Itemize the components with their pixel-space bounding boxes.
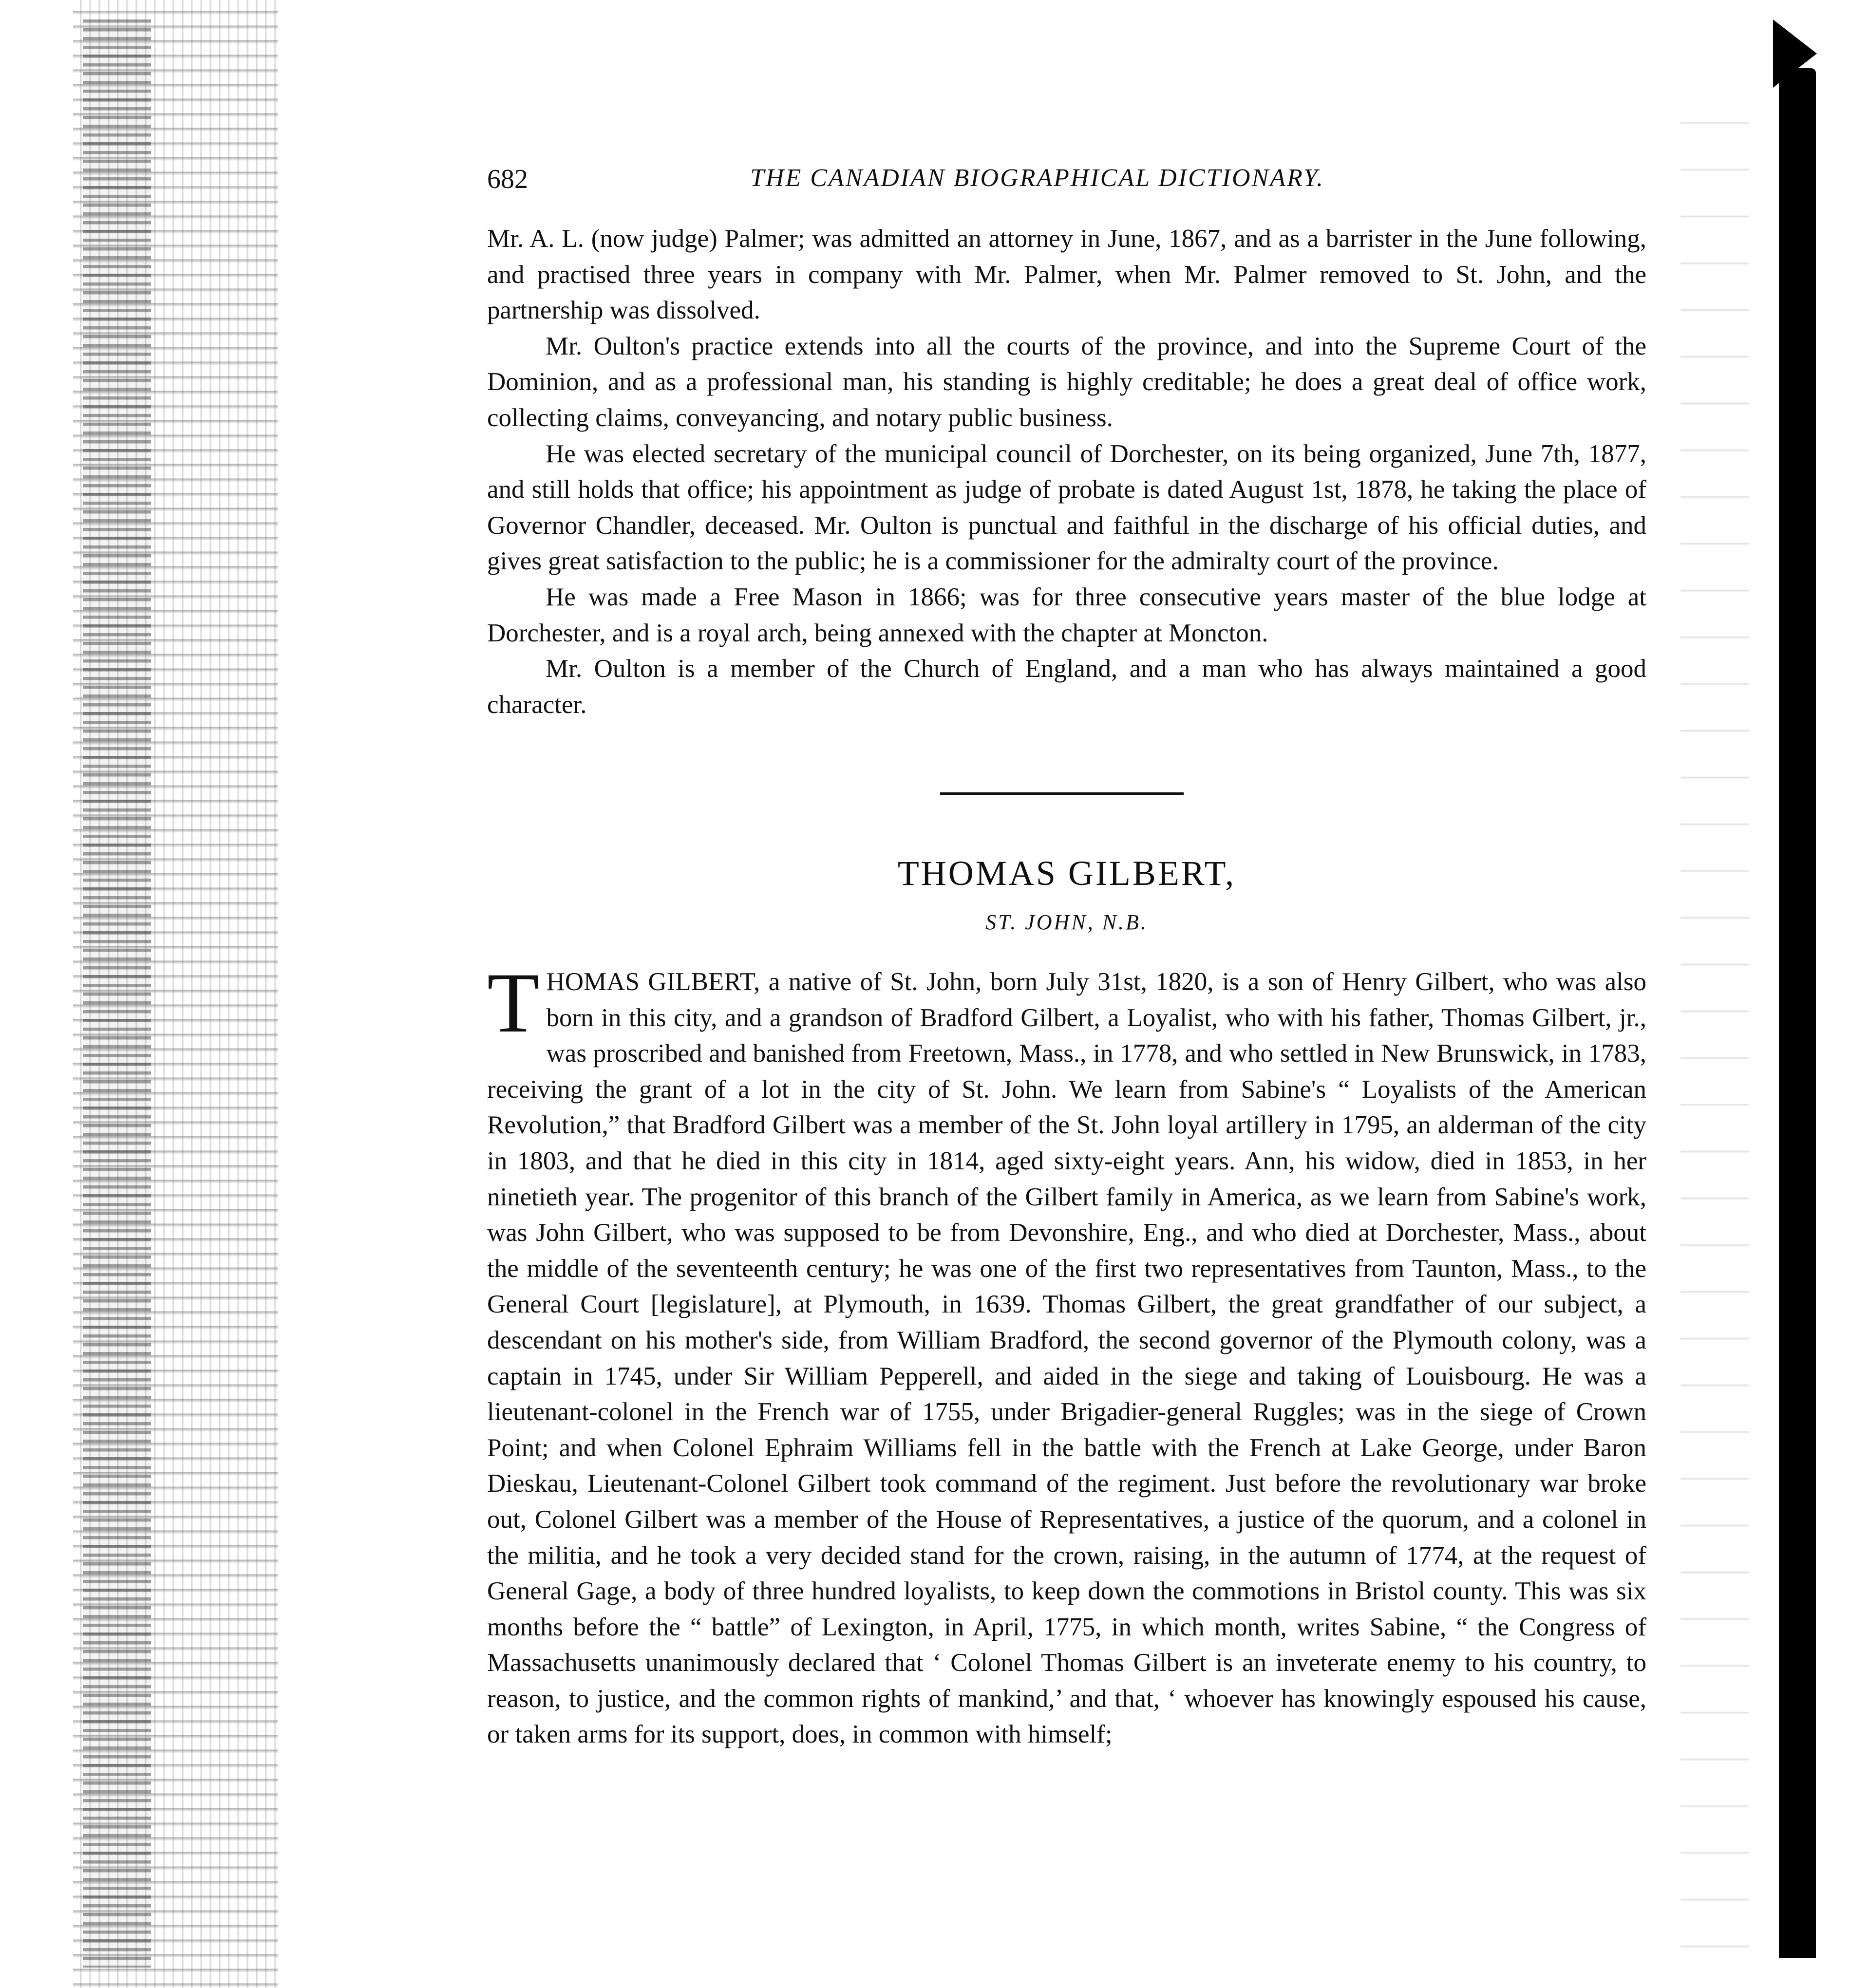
section-divider: [940, 792, 1184, 795]
paragraph: He was elected secretary of the municipal council of Dorchester, on its being organized, June 7th, 1877, and still holds that office; his appointment as judge of probate is dated August 1st, 1878, he taking the place of Governor Chandler, deceased. Mr. Oulton is punctual and faithful in the discharge of his official duties, and gives great satisfaction to the public; he is a commissioner for the admiralty court of the province.: [487, 439, 1646, 576]
entry-title: THOMAS GILBERT,: [897, 854, 1236, 893]
continued-entry: [487, 221, 1646, 723]
running-head: [487, 164, 1646, 198]
entry-location: ST. JOHN, N.B.: [985, 910, 1148, 934]
paragraph: Mr. A. L. (now judge) Palmer; was admitted an attorney in June, 1867, and as a barrister in the June following, and practised three years in company with Mr. Palmer, when Mr. Palmer removed to St. John, and the partnership was dissolved.: [487, 225, 1646, 325]
drop-cap: T: [487, 956, 540, 1050]
running-title: THE CANADIAN BIOGRAPHICAL DICTIONARY.: [750, 164, 1324, 192]
paragraph: HOMAS GILBERT, a native of St. John, born July 31st, 1820, is a son of Henry Gilbert, who was also born in this city, and a grandson of Bradford Gilbert, a Loyalist, who with his father, Thomas Gilbert, jr., was proscribed and banished from Freetown, Mass., in 1778, and who settled in New Brunswick, in 1783, receiving the grant of a lot in the city of St. John. We learn from Sabine's “ Loyalists of the American Revolution,” that Bradford Gilbert was a member of the St. John loyal artillery in 1795, an alderman of the city in 1803, and that he died in this city in 1814, aged sixty-eight years. Ann, his widow, died in 1853, in her ninetieth year. The progenitor of this branch of the Gilbert family in America, as we learn from Sabine's work, was John Gilbert, who was supposed to be from Devonshire, Eng., and who died at Dorchester, Mass., about the middle of the seventeenth century; he was one of the first two representatives from Taunton, Mass., to the General Court [legislature], at Plymouth, in 1639. Thomas Gilbert, the great grandfather of our subject, a descendant on his mother's side, from William Bradford, the second governor of the Plymouth colony, was a captain in 1745, under Sir William Pepperell, and aided in the siege and taking of Louisbourg. He was a lieutenant-colonel in the French war of 1755, under Brigadier-general Ruggles; was in the siege of Crown Point; and when Colonel Ephraim Williams fell in the battle with the French at Lake George, under Baron Dieskau, Lieutenant-Colonel Gilbert took command of the regiment. Just before the revolutionary war broke out, Colonel Gilbert was a member of the House of Representatives, a justice of the quorum, and a colonel in the militia, and he took a very decided stand for the crown, raising, in the autumn of 1774, at the request of General Gage, a body of three hundred loyalists, to keep down the commotions in Bristol county. This was six months before the “ battle” of Lexington, in April, 1775, in which month, writes Sabine, “ the Congress of Massachusetts unanimously declared that ‘ Colonel Thomas Gilbert is an inveterate enemy to his country, to reason, to justice, and the common rights of mankind,’ and that, ‘ whoever has knowingly espoused his cause, or taken arms for its support, does, in common with himself;: [487, 968, 1646, 1749]
page-number: 682: [487, 164, 528, 194]
paragraph: He was made a Free Mason in 1866; was for three consecutive years master of the blue lodge at Dorchester, and is a royal arch, being annexed with the chapter at Moncton.: [487, 582, 1646, 647]
entry-body: [487, 956, 1646, 1753]
paragraph: Mr. Oulton's practice extends into all the courts of the province, and into the Supreme Court of the Dominion, and as a professional man, his standing is highly creditable; he does a great deal of office work, collecting claims, conveyancing, and notary public business.: [487, 332, 1646, 432]
paragraph: Mr. Oulton is a member of the Church of England, and a man who has always maintained a good character.: [487, 655, 1646, 719]
